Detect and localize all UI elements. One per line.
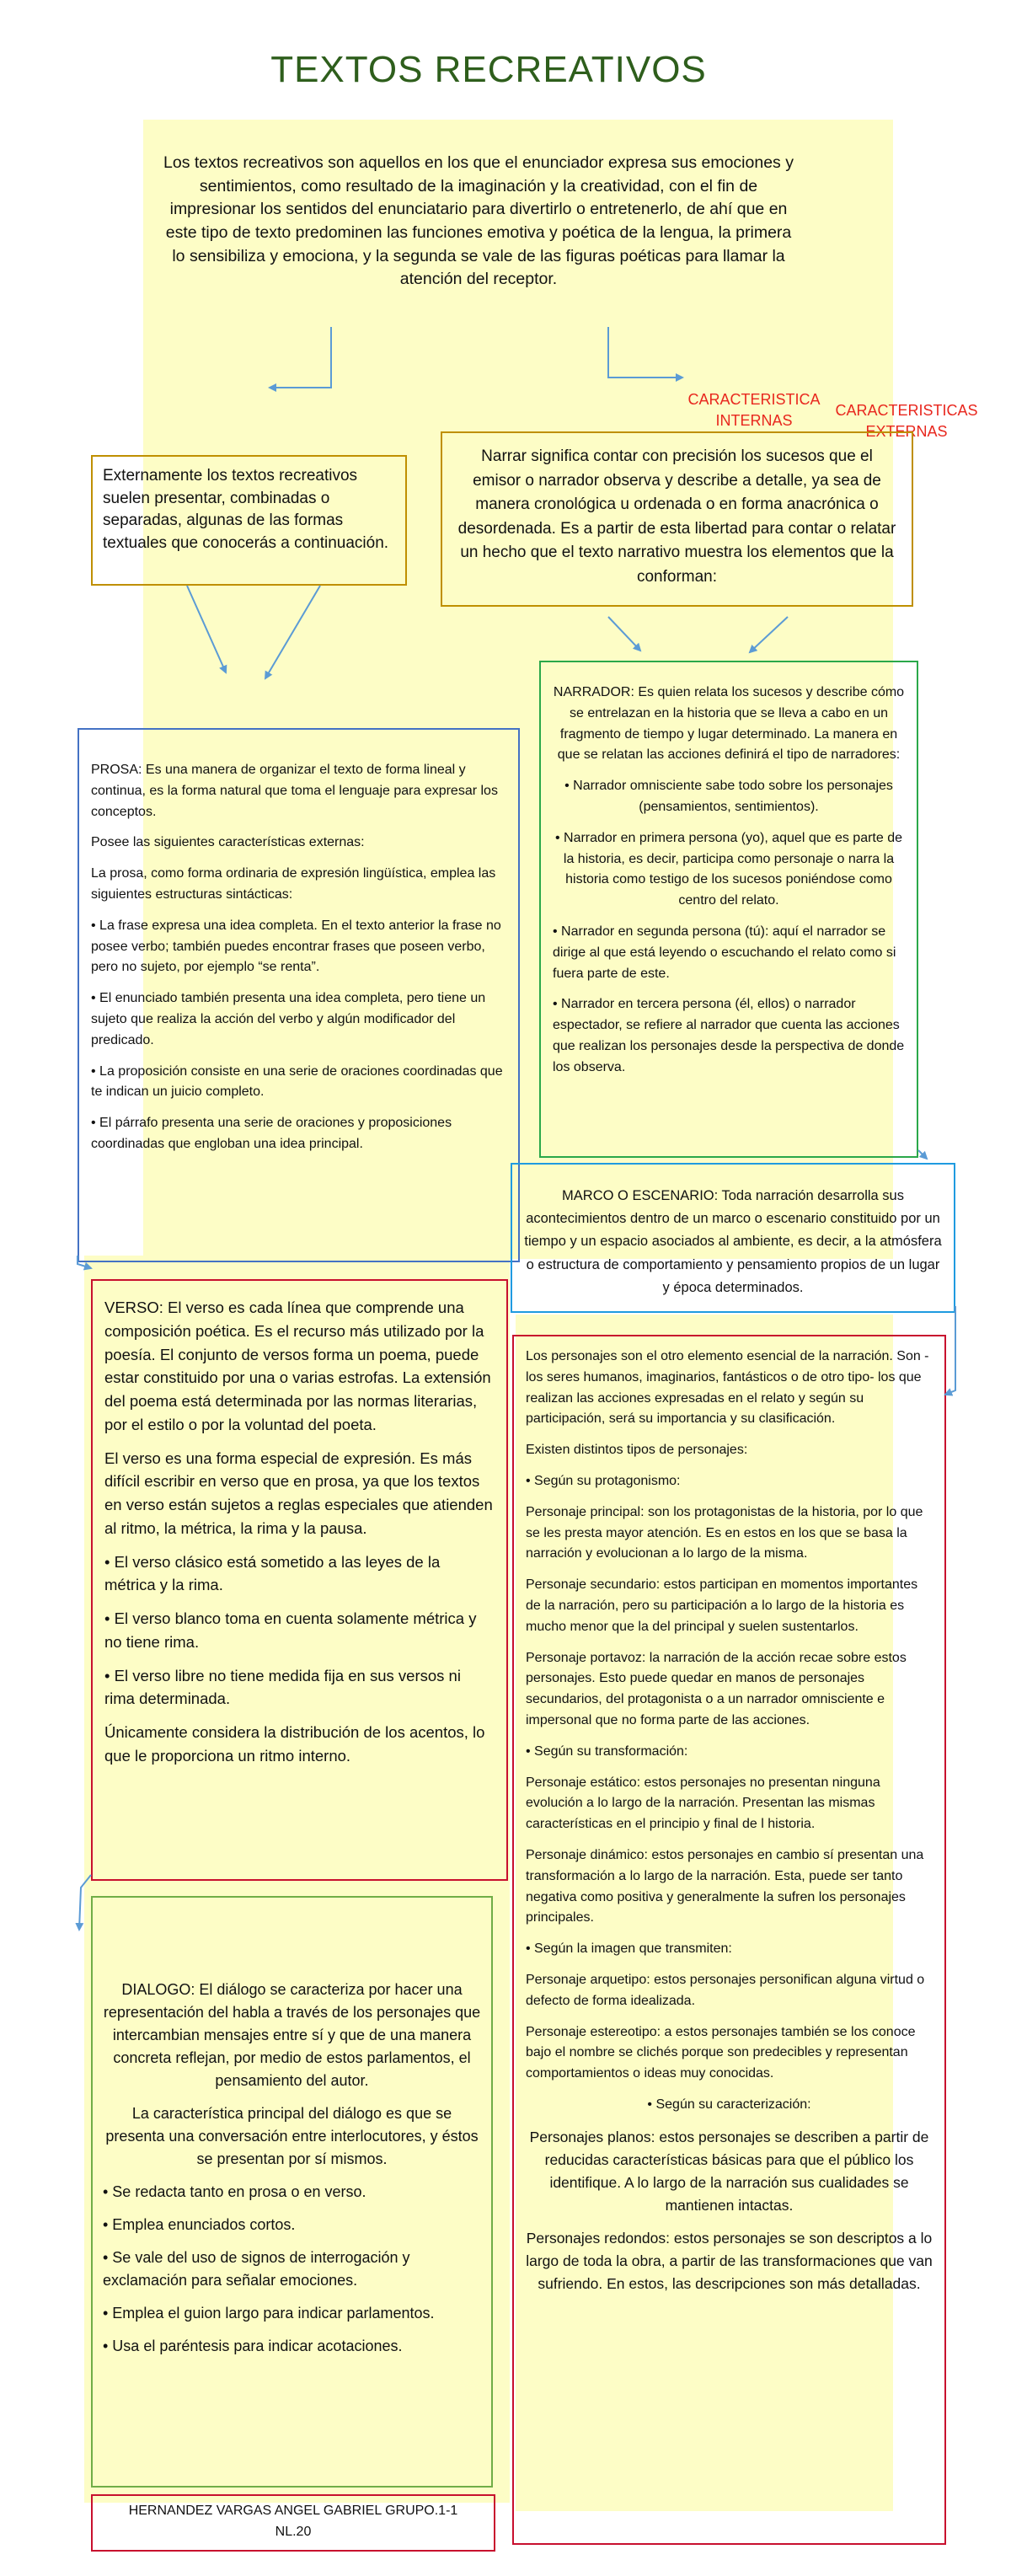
author-name: HERNANDEZ VARGAS ANGEL GABRIEL GRUPO.1-1 [128,2504,458,2518]
arrow-externamente-2 [265,586,320,678]
personajes-types: Existen distintos tipos de personajes: [526,1443,748,1458]
arrow-intro-right [608,327,682,378]
intro-paragraph: Los textos recreativos son aquellos en los que el enunciador expresa sus emociones y sentimientos, como resultado de la imaginación y la creatividad, con el fin de impresionar los sentidos del enunciatario para divertirlo o entretenerlo, de ahí que en este tipo de texto predominen las funciones emotiva y poética de la lengua, la primera lo sensibiliza y emociona, y la segunda se vale de las figuras poéticas para llamar la atención del receptor. [163,153,794,289]
arrow-verso-dialogo [79,1875,91,1930]
list-item: • El párrafo presenta una serie de oraciones y proposiciones coordinadas que engloban una idea principal. [91,1116,452,1151]
personajes-section-protagonismo: • Según su protagonismo: [526,1473,681,1488]
list-item: • Usa el paréntesis para indicar acotaciones. [103,2338,403,2354]
personaje-secundario: Personaje secundario: estos participan en momentos importantes de la narración, pero su participación a lo largo de la historia es mucho menor que la del principal y suelen sustentarlos. [526,1577,918,1634]
list-item: • Narrador en tercera persona (él, ellos) o narrador espectador, se refiere al narrador que cuenta las acciones que realizan los personajes desde la perspectiva de donde los observa. [553,997,905,1074]
list-item: • Se redacta tanto en prosa o en verso. [103,2183,366,2200]
list-item: • La frase expresa una idea completa. En el texto anterior la frase no posee verbo; también puedes encontrar frases que poseen verbo, pero no sujeto, por ejemplo “se renta”. [91,918,501,975]
arrow-narrador-marco [918,1150,927,1159]
list-item: • El enunciado también presenta una idea completa, pero tiene un sujeto que realiza la acción del verbo y algún modificador del predicado. [91,991,486,1047]
verso-accentos: Únicamente considera la distribución de los acentos, lo que le proporciona un ritmo interno. [104,1723,485,1765]
list-item: • Narrador omnisciente sabe todo sobre los personajes (pensamientos, sentimientos). [564,779,893,814]
arrow-narrar-2 [750,617,788,652]
verso-expression: El verso es una forma especial de expresión. Es más difícil escribir en verso que en prosa, ya que los textos en verso están sujetos a reglas especiales que atienden al ritmo, la métrica, la rima y la pausa. [104,1449,493,1537]
arrow-narrar-1 [608,617,640,651]
personaje-estereotipo: Personaje estereotipo: a estos personajes también se los conoce bajo el nombre se clichés porque son predecibles y representan comportamientos o ideas muy conocidas. [526,2024,916,2081]
personaje-dinamico: Personaje dinámico: estos personajes en cambio sí presentan una transformación a lo largo de la narración. Esta, puede ser tanto negativa como positiva y generalmente la sufren los personajes principales. [526,1847,924,1925]
prosa-subtitle: Posee las siguientes características externas: [91,835,365,850]
list-item: • La proposición consiste en una serie de oraciones coordinadas que te indican un juicio completo. [91,1063,503,1100]
list-item: • Narrador en primera persona (yo), aquel que es parte de la historia, es decir, participa como personaje o narra la historia como testigo de los sucesos poniéndose como centro del relato. [554,830,903,908]
personaje-arquetipo: Personaje arquetipo: estos personajes personifican alguna virtud o defecto de forma idealizada. [526,1972,925,2008]
personaje-estatico: Personaje estático: estos personajes no presentan ninguna evolución a lo largo de la narración. Presentan las mismas características en el principio y final de l historia. [526,1775,880,1832]
label-internas: CARACTERISTICA INTERNAS [687,391,821,430]
arrow-prosa-verso [78,1256,91,1268]
page-title: TEXTOS RECREATIVOS [270,49,707,90]
personajes-section-imagen: • Según la imagen que transmiten: [526,1941,732,1957]
arrow-marco-personajes [945,1306,955,1395]
dialogo-principal: La característica principal del diálogo es que se presenta una conversación entre interlocutores, y éstos se presentan por sí mismos. [105,2105,479,2167]
list-item: • Emplea el guion largo para indicar parlamentos. [103,2305,435,2322]
prosa-definition: PROSA: Es una manera de organizar el texto de forma lineal y continua, es la forma natural que toma el lenguaje para expresar los conceptos. [91,763,498,819]
personajes-section-transformacion: • Según su transformación: [526,1743,688,1759]
list-item: • El verso blanco toma en cuenta solamente métrica y no tiene rima. [104,1609,477,1651]
arrow-externamente-1 [187,586,226,672]
personajes-planos: Personajes planos: estos personajes se describen a partir de reducidas características básicas para que el público los identifique. A lo largo de la narración sus cualidades se mantienen intactas. [529,2128,929,2215]
narrar-text: Narrar significa contar con precisión los sucesos que el emisor o narrador observa y describe a detalle, ya sea de manera cronológica u ordenada o en forma anacrónica o desordenada. Es a partir de esta libertad para contar o relatar un hecho que el texto narrativo muestra los elementos que la conforman: [457,447,896,586]
arrow-intro-left [270,327,331,388]
personajes-definition: Los personajes son el otro elemento esencial de la narración. Son -los seres humanos, imaginarios, fantásticos o de otro tipo- los que realizan las acciones expresadas en el relato y según su participación, será su importancia y su clasificación. [526,1349,929,1427]
externamente-text: Externamente los textos recreativos suelen presentar, combinadas o separadas, algunas de las formas textuales que conocerás a continuación. [103,467,389,552]
prosa-structures: La prosa, como forma ordinaria de expresión lingüística, emplea las siguientes estructuras sintácticas: [91,866,496,902]
list-item: • Emplea enunciados cortos. [103,2216,296,2233]
personajes-section-caracterizacion: • Según su caracterización: [647,2097,811,2112]
list-item: • El verso clásico está sometido a las leyes de la métrica y la rima. [104,1552,441,1594]
author-nl: NL.20 [275,2524,312,2539]
verso-definition: VERSO: El verso es cada línea que comprende una composición poética. Es el recurso más utilizado por la poesía. El conjunto de versos forma un poema, puede estar constituido por una o varias estrofas. La extensión del poema está determinada por las normas literarias, por el estilo o por la voluntad del poeta. [104,1299,491,1433]
personajes-redondos: Personajes redondos: estos personajes se son descriptos a lo largo de toda la obra, a partir de las transformaciones que van sufriendo. En estos, las descripciones son más detalladas. [526,2230,933,2293]
personaje-portavoz: Personaje portavoz: la narración de la acción recae sobre estos personajes. Esto puede quedar en manos de personajes secundarios, del protagonista o a un narrador omnisciente e impersonal que no forma parte de las acciones. [526,1650,907,1727]
list-item: • Narrador en segunda persona (tú): aquí el narrador se dirige al que está leyendo o escuchando el relato como si fuera parte de este. [553,924,896,981]
narrador-definition: NARRADOR: Es quien relata los sucesos y describe cómo se entrelazan en la historia que se lleva a cabo en un fragmento de tiempo y lugar determinado. La manera en que se relatan las acciones definirá el tipo de narradores: [553,685,905,763]
label-externas: CARACTERISTICAS EXTERNAS [835,402,978,441]
dialogo-definition: DIALOGO: El diálogo se caracteriza por hacer una representación del habla a través de los personajes que intercambian mensajes entre sí y que de una manera concreta reflejan, por medio de estos parlamentos, el pensamiento del autor. [103,1981,481,2089]
marco-text: MARCO O ESCENARIO: Toda narración desarrolla sus acontecimientos dentro de un marco o escenario constituido por un tiempo y un espacio asociados al ambiente, es decir, a la atmósfera o estructura de comportamiento y pensamiento propios de un lugar y época determinados. [524,1188,942,1295]
personaje-principal: Personaje principal: son los protagonistas de la historia, por lo que se les presta mayor atención. Es en estos en los que se basa la narración y evolucionan a lo largo de la misma. [526,1504,923,1561]
list-item: • Se vale del uso de signos de interrogación y exclamación para señalar emociones. [103,2249,410,2289]
list-item: • El verso libre no tiene medida fija en sus versos ni rima determinada. [104,1666,461,1708]
